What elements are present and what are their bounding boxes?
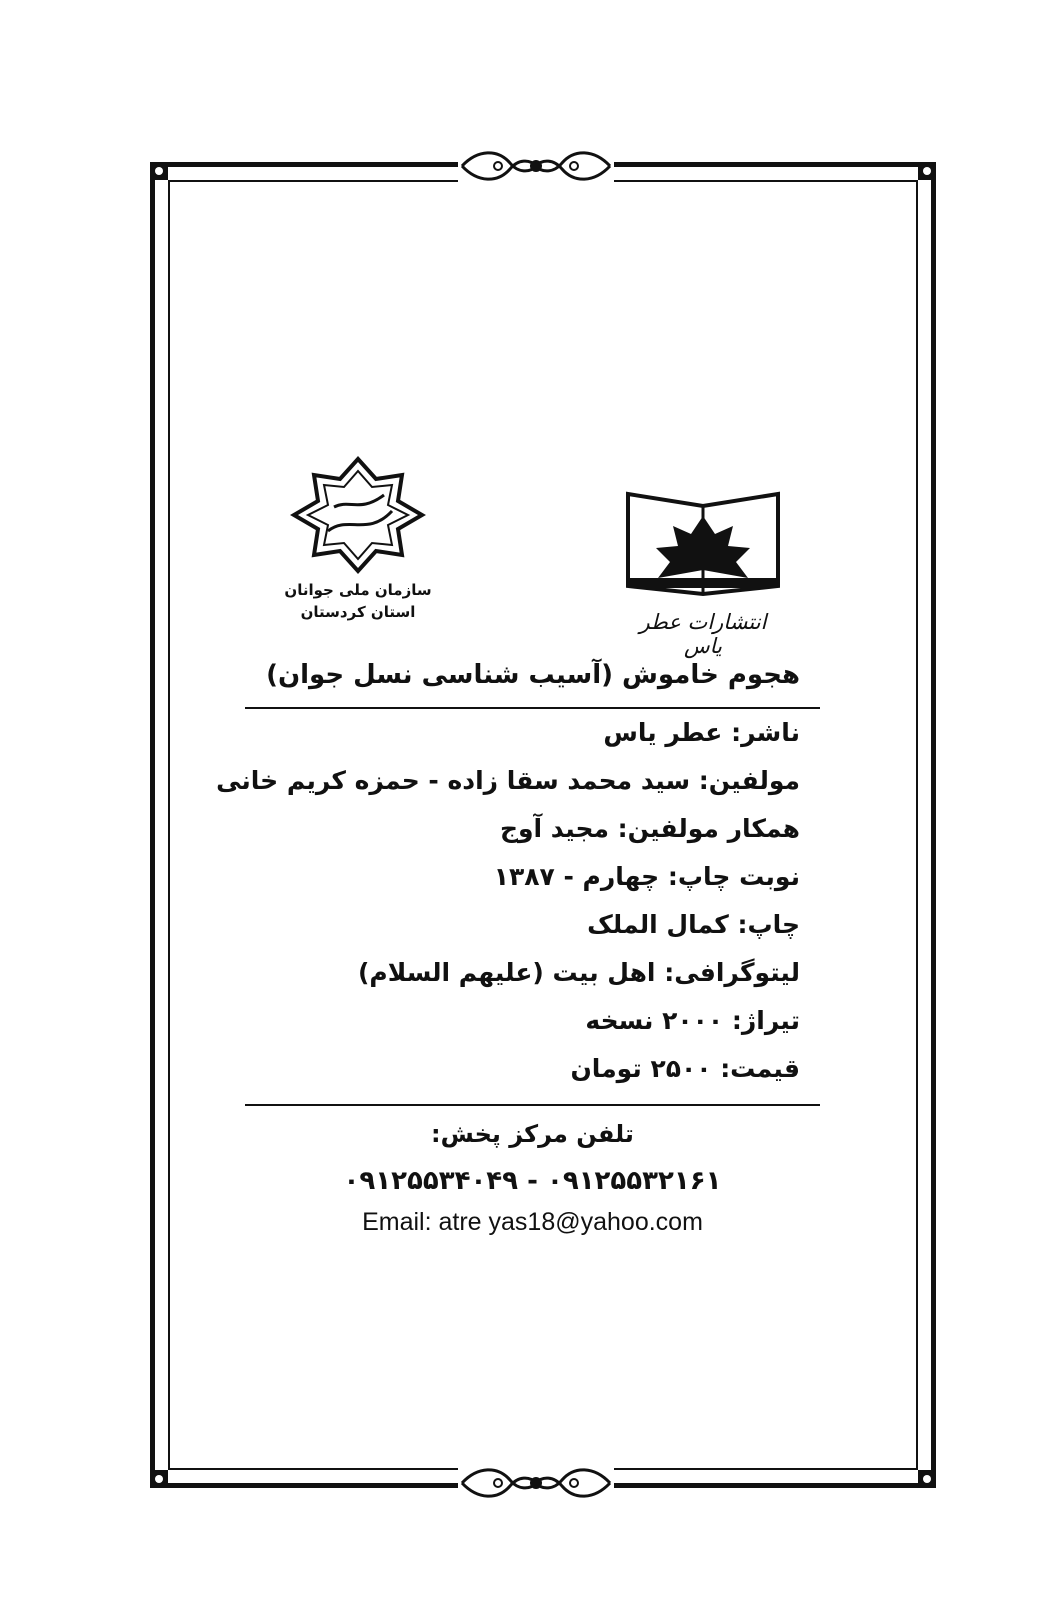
publisher-logo [618,486,788,666]
book-leaf-icon [618,486,788,606]
distribution-email: Email: atre yas18@yahoo.com [362,1208,703,1236]
publication-details [216,718,800,1098]
detail-authors: مولفین: سید محمد سقا زاده - حمزه کریم خانی [216,766,800,795]
corner-ornament-top-left [150,162,168,180]
distribution-heading: تلفن مرکز پخش: [431,1120,634,1148]
detail-co-author: همکار مولفین: مجید آوج [499,814,800,843]
corner-ornament-bottom-right [918,1470,936,1488]
youth-organization-logo [283,455,433,655]
org-caption-line-2: استان کردستان [300,603,416,621]
corner-ornament-top-right [918,162,936,180]
detail-printer: چاپ: کمال الملک [587,910,800,939]
star-emblem-icon [288,455,428,575]
corner-ornament-bottom-left [150,1470,168,1488]
org-caption-line-1: سازمان ملی جوانان [284,581,432,599]
title-divider [245,707,820,709]
book-title: هجوم خاموش (آسیب شناسی نسل جوان) [266,660,800,690]
distribution-phones: ۰۹۱۲۵۵۳۲۱۶۱ - ۰۹۱۲۵۵۳۴۰۴۹ [343,1166,722,1196]
details-divider [245,1104,820,1106]
detail-price: قیمت: ۲۵۰۰ تومان [570,1054,800,1083]
detail-publisher: ناشر: عطر یاس [603,718,800,747]
detail-edition: نوبت چاپ: چهارم - ۱۳۸۷ [493,862,800,891]
publisher-logo-text: انتشارات عطر یاس [639,610,767,658]
detail-circulation: تیراژ: ۲۰۰۰ نسخه [585,1006,800,1035]
bottom-flourish-ornament [458,1460,614,1506]
title-block [245,660,800,700]
top-flourish-ornament [458,143,614,189]
detail-lithography: لیتوگرافی: اهل بیت (علیهم السلام) [357,958,800,987]
